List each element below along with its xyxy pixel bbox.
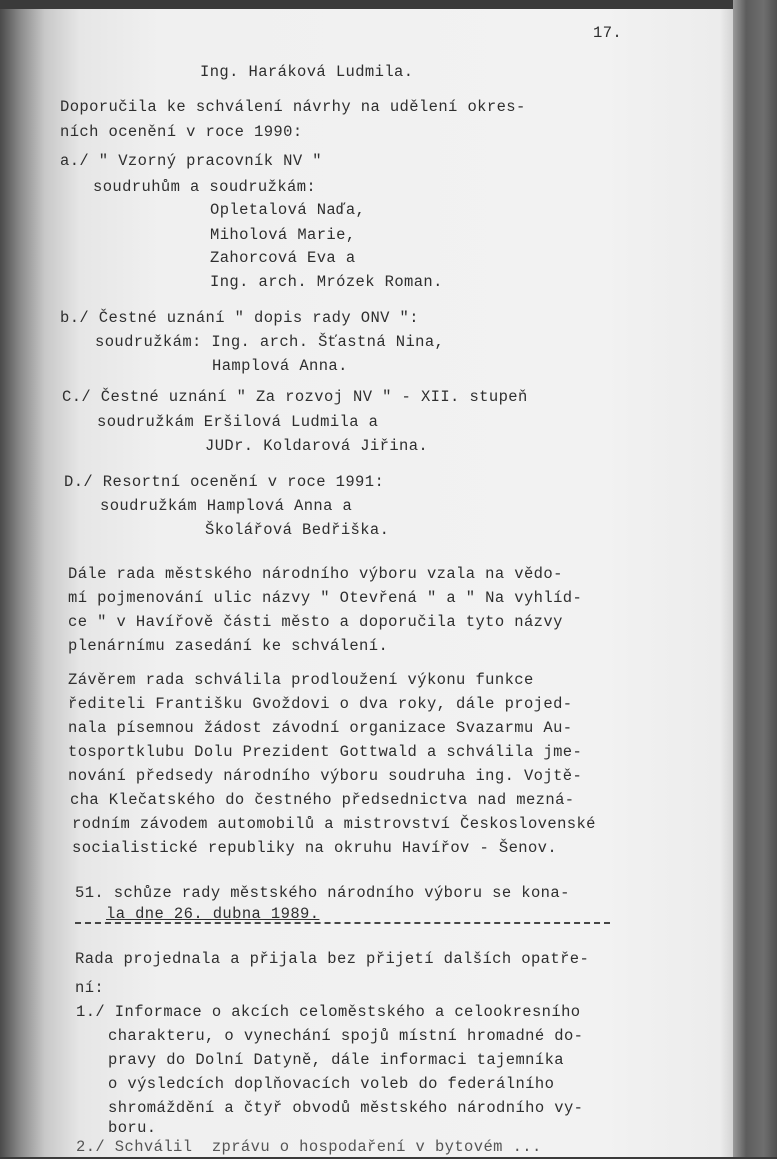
item-a-name: Ing. arch. Mrózek Roman. <box>210 273 443 291</box>
item-a-recipients-label: soudruhům a soudružkám: <box>93 178 317 196</box>
meeting-item-2-partial: 2./ Schválil zprávu o hospodaření v bytovém ... <box>76 1138 542 1156</box>
item-c-line: soudružkám Eršilová Ludmila a <box>97 413 379 431</box>
conclusion-paragraph-line: Závěrem rada schválila prodloužení výkonu funkce <box>68 671 534 689</box>
item-b-line: Hamplová Anna. <box>212 357 348 375</box>
conclusion-paragraph-line: řediteli Františku Gvoždovi o dva roky, dále projed- <box>68 695 573 713</box>
streets-paragraph-line: mí pojmenování ulic názvy " Otevřená " a " Na vyhlíd- <box>68 589 583 607</box>
meeting-item-line: 1./ Informace o akcích celoměstského a celookresního <box>76 1003 581 1021</box>
meeting-heading: 51. schůze rady městského národního výboru se kona- <box>75 884 570 902</box>
conclusion-paragraph-line: tosportklubu Dolu Prezident Gottwald a schválila jme- <box>68 743 583 761</box>
item-d-line: Školářová Bedřiška. <box>205 521 390 539</box>
conclusion-paragraph-line: nala písemnou žádost závodní organizace Svazarmu Au- <box>68 719 573 737</box>
heading: Ing. Haráková Ludmila. <box>200 63 414 81</box>
item-d-title: D./ Resortní ocenění v roce 1991: <box>64 473 385 491</box>
conclusion-paragraph-line: rodním závodem automobilů a mistrovství Československé <box>72 815 596 833</box>
meeting-item-line: boru. <box>108 1119 157 1137</box>
item-c-line: JUDr. Koldarová Jiřina. <box>205 437 429 455</box>
meeting-item-line: o výsledcích doplňovacích voleb do federálního <box>108 1075 555 1093</box>
conclusion-paragraph-line: cha Klečatského do čestného předsednictva nad mezná- <box>70 791 575 809</box>
meeting-item-line: pravy do Dolní Datyně, dále informaci tajemníka <box>108 1051 564 1069</box>
scan-right-edge <box>733 0 777 1159</box>
item-b-title: b./ Čestné uznání " dopis rady ONV ": <box>60 309 419 327</box>
streets-paragraph-line: plenárnímu zasedání ke schválení. <box>68 637 389 655</box>
item-a-name: Zahorcová Eva a <box>210 249 356 267</box>
meeting-item-line: charakteru, o vynechání spojů místní hromadné do- <box>108 1027 584 1045</box>
item-b-line: soudružkám: Ing. arch. Šťastná Nina, <box>95 333 445 351</box>
item-a-title: a./ " Vzorný pracovník NV " <box>60 152 322 170</box>
intro-line: Doporučila ke schválení návrhy na udělení okres- <box>60 98 526 116</box>
conclusion-paragraph-line: nování předsedy národního výboru soudruha ing. Vojtě- <box>68 767 583 785</box>
item-c-title: C./ Čestné uznání " Za rozvoj NV " - XII. stupeň <box>62 388 528 406</box>
item-a-name: Opletalová Naďa, <box>210 201 366 219</box>
intro-line: ních ocenění v roce 1990: <box>60 123 303 141</box>
meeting-intro-line: ní: <box>75 979 105 997</box>
meeting-intro-line: Rada projednala a přijala bez přijetí dalších opatře- <box>75 950 590 968</box>
meeting-date: la dne 26. dubna 1989. <box>106 905 320 923</box>
page-number: 17. <box>593 24 623 42</box>
streets-paragraph-line: Dále rada městského národního výboru vzala na vědo- <box>68 565 563 583</box>
conclusion-paragraph-line: socialistické republiky na okruhu Havířov - Šenov. <box>72 839 558 857</box>
scan-top-edge <box>0 0 777 9</box>
item-a-name: Miholová Marie, <box>210 226 356 244</box>
item-d-line: soudružkám Hamplová Anna a <box>100 497 353 515</box>
dashed-rule <box>75 922 610 924</box>
meeting-item-line: shromáždění a čtyř obvodů městského národního vy- <box>108 1099 584 1117</box>
streets-paragraph-line: ce " v Havířově části město a doporučila tyto názvy <box>68 613 563 631</box>
